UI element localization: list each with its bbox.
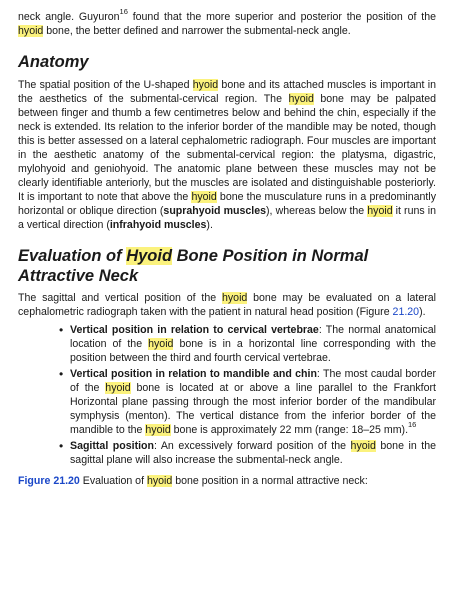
body-text: ), whereas below the (266, 205, 368, 217)
list-item (70, 367, 436, 437)
figure-caption (18, 474, 436, 488)
body-text: bone may be palpated between finger and thumb a few centimetres below and behind the chin, especially if the neck is extended. Its relation to the inferior border of the mandible may be noted, though this is better assessed on a lateral cephalometric radiograph. Four muscles are important in the aesthetic anatomy of the submental-cervical region: the platysma, digastric, mylohyoid and geniohyoid. The anatomic plane between these muscles may not be clearly identifiable anteriorly, but the muscles are isolated and distinguishable posteriorly. It is important to note that above the (18, 93, 436, 203)
figure-caption-label[interactable]: Figure 21.20 (18, 475, 80, 487)
search-highlight: Hyoid (126, 247, 173, 265)
evaluation-paragraph (18, 291, 436, 319)
search-highlight: hyoid (148, 338, 174, 350)
search-highlight: hyoid (367, 205, 393, 217)
search-highlight: hyoid (146, 475, 173, 487)
bold-term: suprahyoid muscles (163, 205, 267, 217)
search-highlight: hyoid (192, 79, 219, 91)
evaluation-heading (18, 246, 436, 286)
evaluation-bullet-list (18, 323, 436, 467)
bold-term: Vertical position in relation to cervical vertebrae (70, 324, 319, 336)
caption-text: bone position in a normal attractive neck: (172, 475, 368, 487)
body-text: ). (419, 306, 426, 318)
body-text: bone in the sagittal plane will also increase the submental-neck angle. (70, 440, 436, 466)
body-text: ). (206, 219, 213, 231)
citation-superscript[interactable]: 16 (119, 7, 128, 17)
caption-text: Evaluation of (79, 475, 147, 487)
intro-text: found that the more superior and posterior the position of the (127, 11, 436, 23)
body-text: : An excessively forward position of the (153, 440, 351, 452)
search-highlight: hyoid (350, 440, 376, 452)
anatomy-paragraph (18, 78, 436, 232)
search-highlight: hyoid (145, 424, 171, 436)
list-item (70, 439, 436, 467)
intro-text: bone, the better defined and narrower the submental-neck angle. (43, 25, 351, 37)
intro-text: neck angle. Guyuron (18, 11, 120, 23)
search-highlight: hyoid (221, 292, 248, 304)
citation-superscript[interactable]: 16 (408, 420, 417, 430)
bold-term: infrahyoid muscles (109, 219, 207, 231)
bold-term: Vertical position in relation to mandible and chin (70, 368, 317, 380)
body-text: bone and its attached muscles is important in the aesthetics of the submental-cervical region. The (18, 79, 437, 105)
body-text: bone is approximately 22 mm (range: 18–25 mm). (170, 424, 409, 436)
anatomy-heading: Anatomy (18, 53, 89, 71)
intro-paragraph (18, 7, 436, 38)
search-highlight: hyoid (105, 382, 131, 394)
body-text: The sagittal and vertical position of the (18, 292, 222, 304)
figure-link[interactable]: 21.20 (392, 306, 420, 318)
heading-text: Evaluation of (18, 247, 127, 265)
list-item (70, 323, 436, 365)
body-text: The spatial position of the U-shaped (18, 79, 193, 91)
heading-text: Bone Position in Normal Attractive Neck (18, 247, 369, 285)
body-text: bone the musculature runs in a predominantly horizontal or oblique direction ( (18, 191, 436, 217)
body-text: bone is located at or above a line parallel to the Frankfort Horizontal plane passing through the most inferior border of the mandibular symphysis (menton). The vertical distance from the inferior border of the mandible to the (70, 382, 436, 436)
search-highlight: hyoid (191, 191, 217, 203)
search-highlight: hyoid (18, 25, 44, 37)
body-text: bone is in a horizontal line corresponding with the position between the third and fourth cervical vertebrae. (70, 338, 436, 364)
body-text: : The normal anatomical location of the (70, 324, 436, 350)
body-text: it runs in a vertical direction ( (18, 205, 436, 231)
search-highlight: hyoid (288, 93, 314, 105)
body-text: bone may be evaluated on a lateral cephalometric radiograph taken with the patient in natural head position (Figure (18, 292, 436, 318)
body-text: : The most caudal border of the (70, 368, 437, 394)
bold-term: Sagittal position (70, 440, 154, 452)
